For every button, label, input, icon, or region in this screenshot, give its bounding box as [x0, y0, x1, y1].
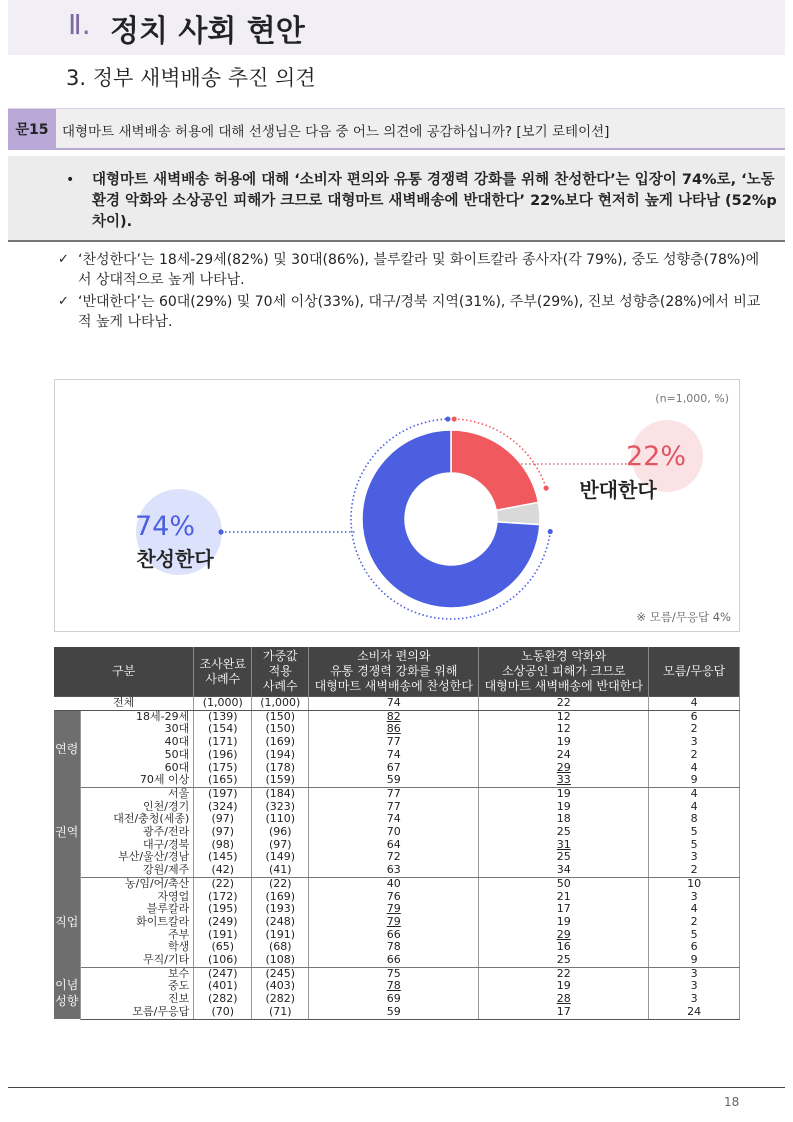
- cell-weighted: (248): [252, 916, 309, 929]
- cell-weighted: (149): [252, 851, 309, 864]
- cell-against: 28: [479, 993, 649, 1006]
- cell-n: (282): [194, 993, 252, 1006]
- cell-dk: 9: [649, 774, 740, 787]
- group-label: 직업: [54, 877, 80, 967]
- question-number: 문15: [8, 109, 56, 149]
- cell-dk: 3: [649, 736, 740, 749]
- row-label: 농/임/어/축산: [80, 877, 194, 890]
- cell-against: 16: [479, 941, 649, 954]
- cell-favor: 82: [309, 710, 479, 723]
- cell-dk: 2: [649, 749, 740, 762]
- cell-dk: 10: [649, 877, 740, 890]
- cell-weighted: (193): [252, 903, 309, 916]
- cell-n: (175): [194, 762, 252, 775]
- cell-favor: 64: [309, 839, 479, 852]
- cell-favor: 74: [309, 697, 479, 711]
- cell-against: 25: [479, 826, 649, 839]
- arc-end-dot: [445, 416, 450, 421]
- cell-weighted: (282): [252, 993, 309, 1006]
- table-row: [54, 916, 740, 929]
- cell-weighted: (159): [252, 774, 309, 787]
- cell-favor: 70: [309, 826, 479, 839]
- row-label: 서울: [80, 787, 194, 800]
- table-row: [54, 774, 740, 787]
- cell-weighted: (184): [252, 787, 309, 800]
- cell-n: (324): [194, 801, 252, 814]
- row-label: 60대: [80, 762, 194, 775]
- cell-favor: 66: [309, 929, 479, 942]
- cell-n: (191): [194, 929, 252, 942]
- section-header: [8, 0, 785, 55]
- cell-against: 24: [479, 749, 649, 762]
- donut-chart-svg: [55, 380, 741, 633]
- cell-favor: 72: [309, 851, 479, 864]
- cell-favor: 75: [309, 967, 479, 980]
- table-row: [54, 1006, 740, 1019]
- row-label: 18세-29세: [80, 710, 194, 723]
- row-label: 학생: [80, 941, 194, 954]
- page-number: 18: [724, 1095, 740, 1109]
- cell-against: 22: [479, 697, 649, 711]
- cell-against: 31: [479, 839, 649, 852]
- cell-favor: 59: [309, 1006, 479, 1019]
- row-label: 중도: [80, 980, 194, 993]
- row-label: 70세 이상: [80, 774, 194, 787]
- cell-favor: 66: [309, 954, 479, 967]
- cell-favor: 77: [309, 736, 479, 749]
- cell-n: (139): [194, 710, 252, 723]
- cell-n: (22): [194, 877, 252, 890]
- cell-n: (401): [194, 980, 252, 993]
- donut-chart: [54, 379, 740, 632]
- cell-n: (247): [194, 967, 252, 980]
- cell-n: (97): [194, 813, 252, 826]
- page-subtitle: 3. 정부 새벽배송 추진 의견: [66, 66, 316, 90]
- cell-n: (196): [194, 749, 252, 762]
- row-label: 강원/제주: [80, 864, 194, 877]
- arc-end-dot: [548, 529, 553, 534]
- cell-favor: 78: [309, 941, 479, 954]
- cell-against: 29: [479, 762, 649, 775]
- cell-weighted: (403): [252, 980, 309, 993]
- cell-dk: 5: [649, 839, 740, 852]
- row-label: 50대: [80, 749, 194, 762]
- cell-against: 18: [479, 813, 649, 826]
- favor-percent-label: 74%: [134, 511, 196, 542]
- cell-against: 33: [479, 774, 649, 787]
- cell-dk: 4: [649, 903, 740, 916]
- cell-favor: 77: [309, 801, 479, 814]
- cell-favor: 59: [309, 774, 479, 787]
- cell-dk: 4: [649, 801, 740, 814]
- cell-n: (1,000): [194, 697, 252, 711]
- section-number: Ⅱ.: [68, 8, 91, 41]
- findings-list: [58, 250, 768, 334]
- cell-dk: 24: [649, 1006, 740, 1019]
- table-row: [54, 864, 740, 877]
- question-text: 대형마트 새벽배송 허용에 대해 선생님은 다음 중 어느 의견에 공감하십니까? [보기 로테이션]: [62, 124, 610, 140]
- table-row-total: [54, 697, 740, 711]
- table-row: [54, 877, 740, 890]
- cell-favor: 77: [309, 787, 479, 800]
- cell-dk: 6: [649, 941, 740, 954]
- group-label: 이념 성향: [54, 967, 80, 1019]
- row-label: 30대: [80, 723, 194, 736]
- cell-weighted: (169): [252, 891, 309, 904]
- cell-against: 19: [479, 787, 649, 800]
- question-bar: [8, 108, 785, 150]
- cell-n: (97): [194, 826, 252, 839]
- row-label: 전체: [54, 697, 194, 711]
- table-row: [54, 736, 740, 749]
- col-header-dk: 모름/무응답: [649, 647, 740, 697]
- row-label: 자영업: [80, 891, 194, 904]
- cell-against: 22: [479, 967, 649, 980]
- col-header-favor: 소비자 편의와 유통 경쟁력 강화를 위해 대형마트 새벽배송에 찬성한다: [309, 647, 479, 697]
- cell-favor: 67: [309, 762, 479, 775]
- cell-n: (165): [194, 774, 252, 787]
- row-label: 블루칼라: [80, 903, 194, 916]
- cell-weighted: (323): [252, 801, 309, 814]
- cell-n: (106): [194, 954, 252, 967]
- cell-weighted: (41): [252, 864, 309, 877]
- cell-dk: 3: [649, 891, 740, 904]
- cell-against: 25: [479, 954, 649, 967]
- row-label: 대구/경북: [80, 839, 194, 852]
- cell-dk: 3: [649, 993, 740, 1006]
- cell-against: 50: [479, 877, 649, 890]
- row-label: 40대: [80, 736, 194, 749]
- cell-n: (98): [194, 839, 252, 852]
- cell-weighted: (1,000): [252, 697, 309, 711]
- row-label: 모름/무응답: [80, 1006, 194, 1019]
- cell-weighted: (108): [252, 954, 309, 967]
- favor-leader-dot: [218, 529, 223, 534]
- col-header-n: 조사완료 사례수: [194, 647, 252, 697]
- summary-bullet: •: [66, 172, 75, 188]
- cell-dk: 5: [649, 826, 740, 839]
- cell-dk: 2: [649, 916, 740, 929]
- cell-n: (197): [194, 787, 252, 800]
- cell-n: (154): [194, 723, 252, 736]
- donut-slice: [451, 430, 538, 510]
- cell-weighted: (245): [252, 967, 309, 980]
- row-label: 진보: [80, 993, 194, 1006]
- group-label: 연령: [54, 710, 80, 787]
- cell-dk: 6: [649, 710, 740, 723]
- cell-against: 19: [479, 801, 649, 814]
- cell-against: 25: [479, 851, 649, 864]
- cell-favor: 76: [309, 891, 479, 904]
- cell-favor: 63: [309, 864, 479, 877]
- chart-sample-note: (n=1,000, %): [655, 392, 729, 405]
- cell-dk: 3: [649, 980, 740, 993]
- footer-divider: [8, 1087, 785, 1088]
- table-row: [54, 787, 740, 800]
- cell-weighted: (71): [252, 1006, 309, 1019]
- cell-n: (65): [194, 941, 252, 954]
- section-title: 정치 사회 현안: [110, 14, 305, 49]
- cell-n: (249): [194, 916, 252, 929]
- against-percent-label: 22%: [625, 441, 687, 472]
- cell-against: 29: [479, 929, 649, 942]
- finding-text: ‘반대한다’는 60대(29%) 및 70세 이상(33%), 대구/경북 지역(31%), 주부(29%), 진보 성향층(28%)에서 비교적 높게 나타남.: [78, 294, 761, 330]
- cell-n: (172): [194, 891, 252, 904]
- row-label: 화이트칼라: [80, 916, 194, 929]
- row-label: 보수: [80, 967, 194, 980]
- cell-against: 19: [479, 916, 649, 929]
- cell-favor: 69: [309, 993, 479, 1006]
- crosstab-table: [54, 647, 740, 1020]
- table-row: [54, 954, 740, 967]
- cell-weighted: (68): [252, 941, 309, 954]
- cell-dk: 3: [649, 967, 740, 980]
- cell-weighted: (96): [252, 826, 309, 839]
- check-icon: ✓: [58, 252, 69, 267]
- summary-box: [8, 156, 785, 242]
- check-icon: ✓: [58, 294, 69, 309]
- col-header-against: 노동환경 악화와 소상공인 피해가 크므로 대형마트 새벽배송에 반대한다: [479, 647, 649, 697]
- arc-end-dot: [544, 485, 549, 490]
- cell-favor: 79: [309, 916, 479, 929]
- chart-dk-note: ※ 모름/무응답 4%: [636, 610, 731, 624]
- row-label: 대전/충청(세종): [80, 813, 194, 826]
- cell-favor: 40: [309, 877, 479, 890]
- row-label: 부산/울산/경남: [80, 851, 194, 864]
- cell-dk: 2: [649, 864, 740, 877]
- group-label: 권역: [54, 787, 80, 877]
- cell-against: 17: [479, 1006, 649, 1019]
- finding-item: [58, 292, 768, 332]
- cell-weighted: (169): [252, 736, 309, 749]
- cell-weighted: (110): [252, 813, 309, 826]
- cell-dk: 4: [649, 762, 740, 775]
- cell-favor: 86: [309, 723, 479, 736]
- table-header-row: [54, 647, 740, 697]
- cell-favor: 78: [309, 980, 479, 993]
- cell-dk: 2: [649, 723, 740, 736]
- row-label: 광주/전라: [80, 826, 194, 839]
- cell-dk: 4: [649, 697, 740, 711]
- cell-weighted: (194): [252, 749, 309, 762]
- cell-dk: 9: [649, 954, 740, 967]
- finding-text: ‘찬성한다’는 18세-29세(82%) 및 30대(86%), 블루칼라 및 화이트칼라 종사자(각 79%), 중도 성향층(78%)에서 상대적으로 높게 나타남.: [78, 252, 760, 288]
- cell-n: (171): [194, 736, 252, 749]
- arc-end-dot: [452, 416, 457, 421]
- favor-label: 찬성한다: [136, 547, 214, 571]
- cell-dk: 4: [649, 787, 740, 800]
- summary-text: 대형마트 새벽배송 허용에 대해 ‘소비자 편의와 유통 경쟁력 강화를 위해 찬성한다’는 입장이 74%로, ‘노동환경 악화와 소상공인 피해가 크므로 대형마트 새벽배송에 반대한다’ 22%보다 현저히 높게 나타남 (52%p 차이).: [92, 172, 777, 230]
- cell-against: 17: [479, 903, 649, 916]
- cell-favor: 74: [309, 813, 479, 826]
- cell-dk: 5: [649, 929, 740, 942]
- cell-weighted: (191): [252, 929, 309, 942]
- cell-against: 34: [479, 864, 649, 877]
- cell-n: (42): [194, 864, 252, 877]
- col-header-weighted: 가중값 적용 사례수: [252, 647, 309, 697]
- cell-weighted: (178): [252, 762, 309, 775]
- cell-favor: 74: [309, 749, 479, 762]
- table-row: [54, 993, 740, 1006]
- cell-against: 12: [479, 710, 649, 723]
- cell-against: 21: [479, 891, 649, 904]
- cell-dk: 3: [649, 851, 740, 864]
- against-label: 반대한다: [579, 478, 657, 502]
- table-row: [54, 749, 740, 762]
- row-label: 주부: [80, 929, 194, 942]
- cell-n: (70): [194, 1006, 252, 1019]
- cell-against: 19: [479, 736, 649, 749]
- cell-weighted: (22): [252, 877, 309, 890]
- cell-favor: 79: [309, 903, 479, 916]
- table-row: [54, 826, 740, 839]
- cell-n: (145): [194, 851, 252, 864]
- cell-dk: 8: [649, 813, 740, 826]
- cell-against: 19: [479, 980, 649, 993]
- finding-item: [58, 250, 768, 290]
- cell-weighted: (150): [252, 723, 309, 736]
- col-header-group: 구분: [54, 647, 194, 697]
- cell-weighted: (150): [252, 710, 309, 723]
- cell-against: 12: [479, 723, 649, 736]
- row-label: 무직/기타: [80, 954, 194, 967]
- cell-n: (195): [194, 903, 252, 916]
- cell-weighted: (97): [252, 839, 309, 852]
- row-label: 인천/경기: [80, 801, 194, 814]
